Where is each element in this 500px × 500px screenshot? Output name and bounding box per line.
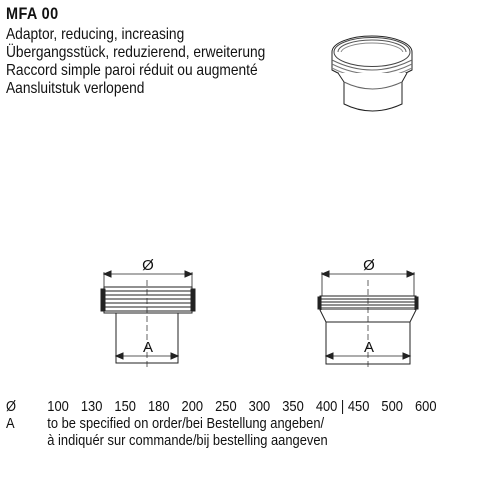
left-diameter-label: Ø bbox=[142, 257, 154, 274]
size-item: 130 bbox=[80, 398, 103, 415]
right-length-label: A bbox=[363, 339, 375, 356]
size-item: 600 bbox=[414, 398, 437, 415]
description-en: Adaptor, reducing, increasing bbox=[6, 26, 185, 43]
a-text-line1: to be specified on order/bei Bestellung angeben/ bbox=[47, 415, 325, 432]
size-item: 400 | 450 bbox=[315, 398, 370, 415]
product-code: MFA 00 bbox=[6, 4, 59, 23]
size-item: 150 bbox=[114, 398, 136, 415]
size-item: 200 bbox=[181, 398, 204, 415]
description-nl: Aansluitstuk verlopend bbox=[6, 80, 145, 97]
a-row-2 bbox=[6, 432, 449, 449]
a-row-2-spacer bbox=[6, 432, 47, 449]
a-label: A bbox=[6, 415, 15, 432]
a-row bbox=[6, 415, 449, 432]
left-length-label: A bbox=[142, 339, 154, 356]
diameter-sizes bbox=[47, 398, 448, 415]
size-item: 100 bbox=[47, 398, 69, 415]
specifications bbox=[6, 398, 449, 449]
size-item: 500 bbox=[381, 398, 403, 415]
size-item: 250 bbox=[215, 398, 237, 415]
size-item: 180 bbox=[147, 398, 170, 415]
size-item: 350 bbox=[282, 398, 304, 415]
diameter-label: Ø bbox=[6, 398, 17, 415]
description-fr: Raccord simple paroi réduit ou augmenté bbox=[6, 62, 258, 79]
diameter-row bbox=[6, 398, 449, 415]
right-diameter-label: Ø bbox=[363, 257, 375, 274]
a-text-line2: à indiquér sur commande/bij bestelling aangeven bbox=[47, 432, 328, 449]
description-de: Übergangsstück, reduzierend, erweiterung bbox=[6, 44, 266, 61]
size-item: 300 bbox=[248, 398, 271, 415]
